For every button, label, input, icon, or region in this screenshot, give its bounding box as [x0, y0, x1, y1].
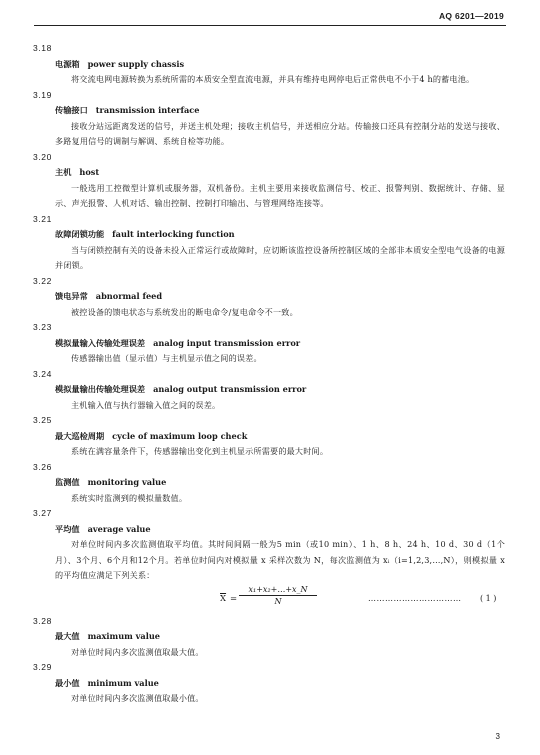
formula-lhs: $\overline{X}$: [220, 593, 227, 604]
entry-number: 3.26: [33, 461, 52, 472]
term-cn: 最大巡检周期: [55, 430, 105, 441]
term-en: monitoring value: [87, 477, 167, 487]
average-formula: [55, 584, 505, 614]
entry-3-24: [33, 367, 505, 414]
entry-term: [55, 429, 505, 445]
entry-definition: 系统在满容量条件下，传感器输出变化到主机显示所需要的最大时间。: [71, 446, 329, 456]
term-en: abnormal feed: [95, 291, 163, 301]
term-en: maximum value: [87, 631, 161, 641]
term-en: average value: [87, 523, 151, 534]
entry-term: [55, 382, 505, 398]
entry-definition: 将交流电网电源转换为系统所需的本质安全型直流电源，并具有维持电网停电后正常供电不小于4 h的蓄电池。: [71, 74, 475, 84]
term-cn: 模拟量输入传输处理误差: [55, 337, 146, 348]
entry-3-20: [33, 150, 505, 212]
entry-number: 3.29: [33, 662, 52, 672]
entry-number: 3.25: [33, 415, 52, 425]
entry-definition: 被控设备的馈电状态与系统发出的断电命令/复电命令不一致。: [71, 306, 298, 317]
entry-number: 3.18: [33, 43, 52, 53]
entry-3-23: [33, 320, 505, 367]
term-en: analog output transmission error: [153, 384, 307, 394]
entry-3-22: [33, 274, 505, 321]
entry-term: [55, 289, 505, 305]
entry-definition: 系统实时监测到的模拟量数值。: [71, 492, 188, 503]
entry-number: 3.22: [33, 275, 52, 286]
term-en: minimum value: [87, 677, 159, 688]
entry-definition: 对单位时间内多次监测值取最小值。: [71, 693, 204, 703]
term-en: analog input transmission error: [153, 337, 301, 348]
entry-definition: 一般选用工控微型计算机或服务器，双机备份。主机主要用来接收监测信号、校正、报警判别、数据统计、存储、显示、声光报警、人机对话、输出控制、控制打印输出、与管理网络连接等。: [55, 182, 505, 208]
entry-definition: 接收分站远距离发送的信号，并送主机处理；接收主机信号，并送相应分站。传输接口还具有控制分站的发送与接收、多路复用信号的调制与解调、系统自检等功能。: [55, 120, 505, 146]
entry-term: [55, 522, 505, 538]
entry-definition: 主机输入值与执行器输入值之间的误差。: [71, 399, 221, 410]
term-en: power supply chassis: [87, 58, 185, 69]
entry-3-26: [33, 460, 505, 507]
entry-number: 3.20: [33, 151, 52, 162]
page-number: 3: [495, 732, 500, 741]
formula-equals: =: [230, 593, 238, 604]
entry-term: [55, 676, 505, 692]
entry-term: [55, 336, 505, 352]
formula-leader-dots: ……………………………: [368, 593, 462, 603]
standard-code: AQ 6201—2019: [438, 11, 504, 21]
term-cn: 故障闭锁功能: [55, 229, 105, 239]
term-cn: 主机: [55, 167, 72, 177]
entry-number: 3.27: [33, 508, 52, 518]
formula-denominator: N: [274, 596, 282, 606]
term-cn: 传输接口: [55, 105, 88, 115]
entry-number: 3.28: [33, 615, 52, 626]
entry-definition: 传感器输出值（显示值）与主机显示值之间的误差。: [71, 353, 262, 363]
term-cn: 模拟量输出传输处理误差: [55, 384, 146, 394]
entry-3-19: [33, 88, 505, 150]
document-body: [33, 41, 505, 707]
entry-definition: 当与闭锁控制有关的设备未投入正常运行或故障时，应切断该监控设备所控制区域的全部非本质安全型电气设备的电源并闭锁。: [55, 244, 505, 270]
entry-3-29: [33, 660, 505, 707]
entry-term: [55, 165, 505, 181]
entry-number: 3.21: [33, 213, 52, 224]
entry-term: [55, 227, 505, 243]
term-cn: 电源箱: [55, 58, 80, 69]
entry-number: 3.19: [33, 89, 52, 100]
entry-number: 3.23: [33, 322, 52, 332]
entry-3-18: [33, 41, 505, 88]
term-cn: 监测值: [55, 477, 80, 487]
entry-term: [55, 629, 505, 645]
term-cn: 平均值: [55, 523, 80, 534]
entry-number: 3.24: [33, 368, 52, 379]
entry-term: [55, 475, 505, 491]
entry-definition: 对单位时间内多次监测值取最大值。: [71, 646, 204, 657]
entry-3-21: [33, 212, 505, 274]
term-cn: 最大值: [55, 631, 80, 641]
entry-definition: 对单位时间内多次监测值取平均值。其时间间隔一般为5 min（或10 min）、1 h、8 h、24 h、10 d、30 d（1个月）、3个月、6个月和12个月。若单位时间内对模拟量 x 采样次数为 N，每次监测值为 xᵢ（i=1,2,3,…,N），则模拟量 x 的平均值应满足下列关系：: [55, 539, 505, 580]
entry-3-27: [33, 506, 505, 614]
term-cn: 馈电异常: [55, 291, 88, 301]
formula-numerator: x₁+x₂+…+x_N: [239, 585, 317, 596]
entry-3-25: [33, 413, 505, 460]
entry-term: [55, 57, 505, 73]
term-en: cycle of maximum loop check: [112, 430, 248, 441]
equation-number: ( 1 ): [480, 593, 497, 603]
term-en: fault interlocking function: [112, 229, 235, 239]
term-en: transmission interface: [95, 105, 200, 115]
formula-fraction: [239, 585, 317, 606]
term-en: host: [79, 167, 100, 177]
header-rule: [34, 25, 506, 26]
entry-3-28: [33, 614, 505, 661]
entry-term: [55, 103, 505, 119]
term-cn: 最小值: [55, 677, 80, 688]
